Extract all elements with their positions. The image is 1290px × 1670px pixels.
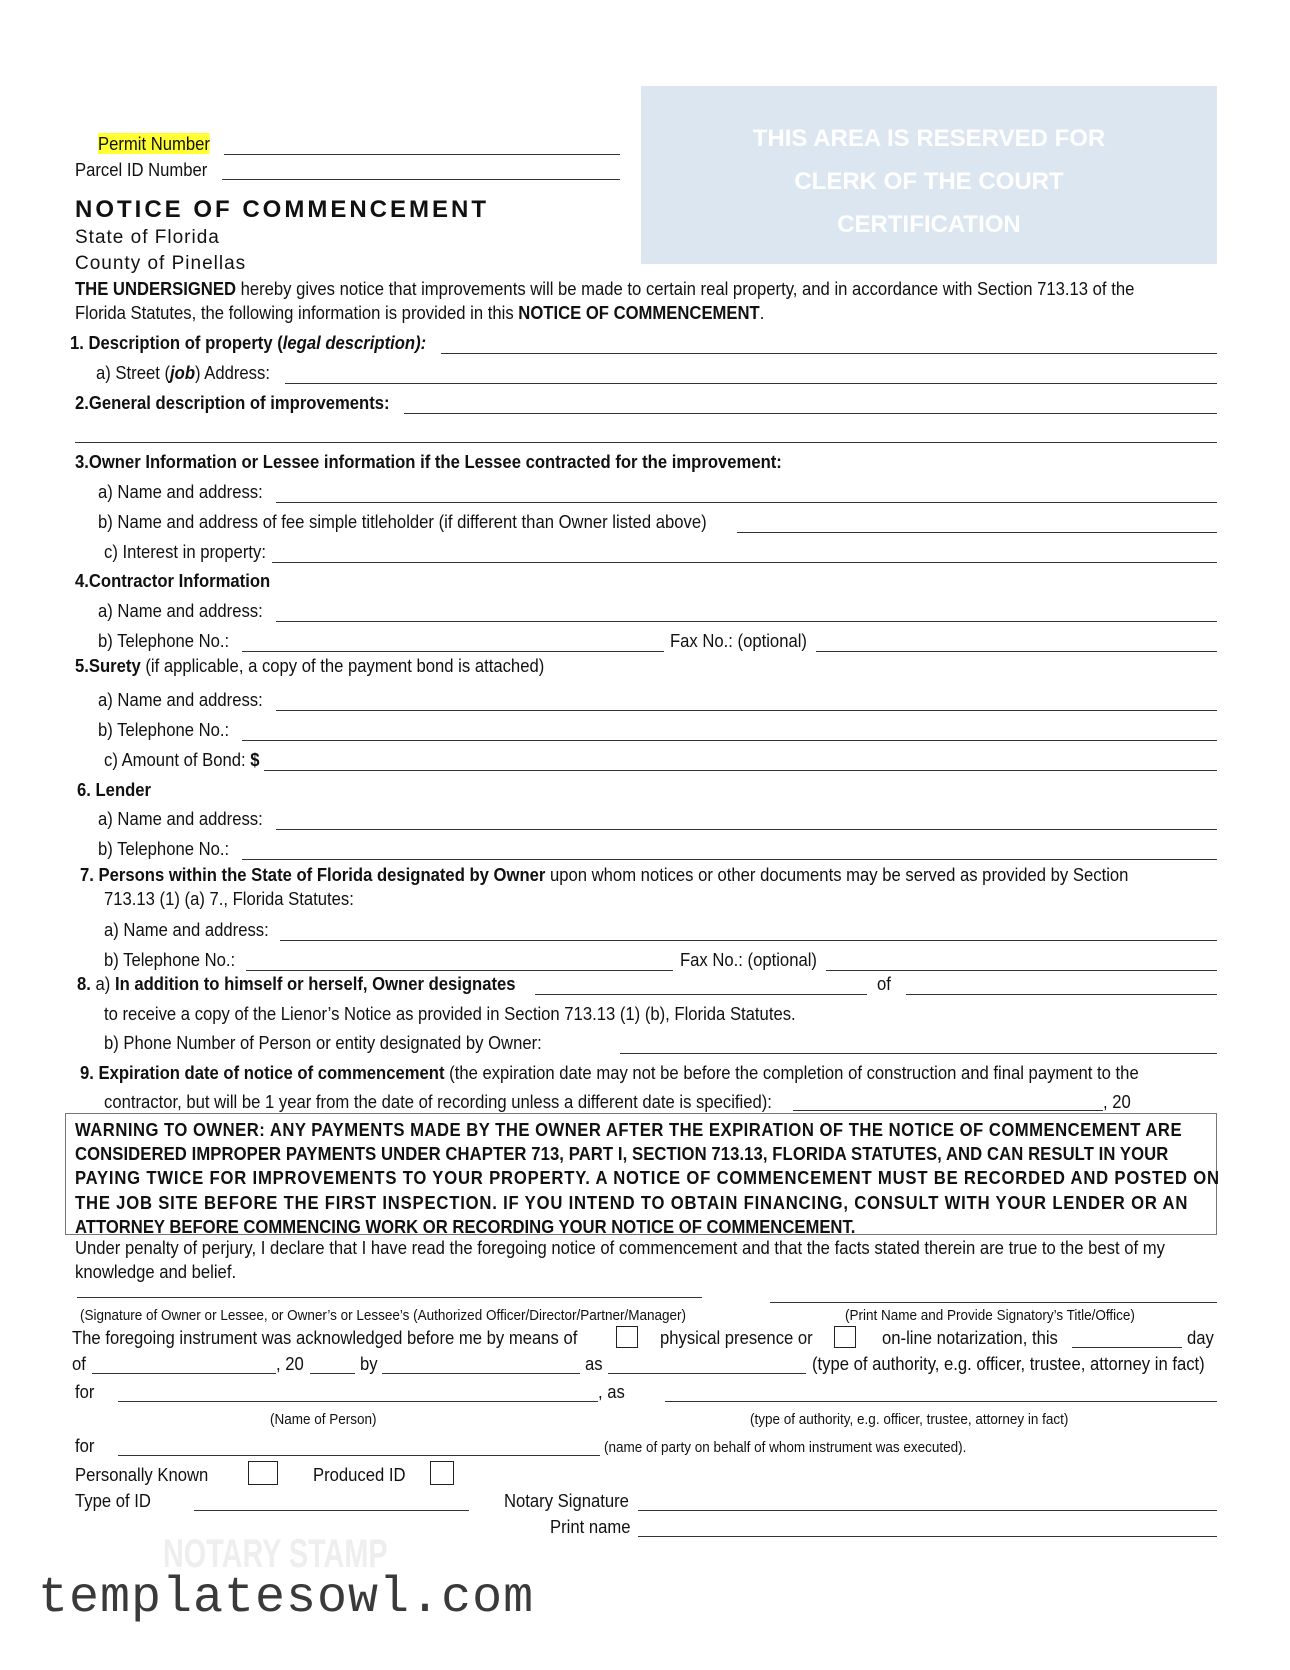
notary-signature-label: Notary Signature [504, 1490, 629, 1511]
watermark-text: templatesowl.com [38, 1570, 535, 1627]
online-notarization-label: on-line notarization, this [882, 1327, 1058, 1348]
type-of-id-label: Type of ID [75, 1490, 151, 1511]
notary-print-name-label: Print name [550, 1516, 631, 1537]
parcel-id-label: Parcel ID Number [75, 159, 208, 180]
ack-of-label: of [72, 1353, 86, 1374]
permit-number-label: Permit Number [98, 133, 210, 154]
expiration-date-field[interactable] [793, 1110, 1103, 1111]
ack-month-field[interactable] [92, 1373, 276, 1374]
lender-name-label: a) Name and address: [98, 808, 263, 829]
contractor-name-label: a) Name and address: [98, 600, 263, 621]
ack-year-prefix: , 20 [276, 1353, 304, 1374]
parcel-id-field[interactable] [222, 179, 620, 180]
produced-id-checkbox[interactable] [430, 1461, 454, 1485]
clerk-area-text-3: CERTIFICATION [837, 211, 1021, 238]
state-label: State of Florida [75, 227, 220, 248]
ack-year-field[interactable] [310, 1373, 355, 1374]
legal-description-field[interactable] [441, 353, 1217, 354]
section7-label: 7. Persons within the State of Florida designated by Owner upon whom notices or other documents may be served as provided by Section [80, 864, 1129, 885]
for-label-1: for [75, 1381, 95, 1402]
designee-fax-label: Fax No.: (optional) [680, 949, 817, 970]
warning-line-4: THE JOB SITE BEFORE THE FIRST INSPECTION. IF YOU INTEND TO OBTAIN FINANCING, CONSULT WITH YOUR LENDER OR AN [75, 1191, 1189, 1213]
county-label: County of Pinellas [75, 253, 247, 274]
warning-line-1: WARNING TO OWNER: ANY PAYMENTS MADE BY THE OWNER AFTER THE EXPIRATION OF THE NOTICE OF COMMENCEMENT ARE [75, 1119, 1183, 1140]
warning-line-3: PAYING TWICE FOR IMPROVEMENTS TO YOUR PROPERTY. A NOTICE OF COMMENCEMENT MUST BE RECORDED AND POSTED ON [75, 1167, 1220, 1189]
clerk-area-text-2: CLERK OF THE COURT [794, 168, 1064, 195]
intro-line-1: THE UNDERSIGNED hereby gives notice that improvements will be made to certain real property, and in accordance with Section 713.13 of the [75, 278, 1135, 299]
for-person-field[interactable] [118, 1401, 598, 1402]
bond-amount-field[interactable] [264, 770, 1217, 771]
page-title: NOTICE OF COMMENCEMENT [75, 196, 489, 223]
for-label-2: for [75, 1435, 95, 1456]
section9-label: 9. Expiration date of notice of commencement (the expiration date may not be before the completion of construction and final payment to the [80, 1062, 1139, 1083]
section6-label: 6. Lender [77, 779, 152, 800]
notary-signature-field[interactable] [638, 1510, 1217, 1511]
titleholder-label: b) Name and address of fee simple titleholder (if different than Owner listed above) [98, 511, 707, 532]
owner-signature-field[interactable] [77, 1297, 702, 1298]
as-label-2: , as [598, 1381, 625, 1402]
perjury-line-2: knowledge and belief. [75, 1261, 237, 1282]
notary-print-name-field[interactable] [638, 1536, 1217, 1537]
physical-presence-label: physical presence or [660, 1327, 813, 1348]
notary-stamp-area: NOTARY STAMP [163, 1532, 388, 1576]
warning-box [65, 1113, 1220, 1237]
lender-phone-label: b) Telephone No.: [98, 838, 230, 859]
street-address-label: a) Street (job) Address: [96, 362, 270, 383]
name-of-person-caption: (Name of Person) [270, 1411, 377, 1428]
lender-name-field[interactable] [276, 829, 1217, 830]
copy-designee-field[interactable] [535, 994, 867, 995]
section3-label: 3.Owner Information or Lessee information if the Lessee contracted for the improvement: [75, 451, 782, 472]
perjury-line-1: Under penalty of perjury, I declare that I have read the foregoing notice of commencement and that the facts stated therein are true to the best of my [75, 1237, 1165, 1258]
ack-day-field[interactable] [1072, 1347, 1182, 1348]
surety-name-label: a) Name and address: [98, 689, 263, 710]
print-name-field[interactable] [770, 1302, 1217, 1303]
section5-label: 5.Surety (if applicable, a copy of the payment bond is attached) [75, 655, 545, 676]
designee-phone-label: b) Telephone No.: [104, 949, 236, 970]
owner-name-field[interactable] [276, 502, 1217, 503]
physical-presence-checkbox[interactable] [616, 1326, 638, 1348]
type-of-id-field[interactable] [194, 1510, 469, 1511]
section8-of: of [877, 973, 891, 994]
section9-line-2: contractor, but will be 1 year from the date of recording unless a different date is specified): [104, 1091, 772, 1112]
personally-known-checkbox[interactable] [248, 1461, 278, 1485]
clerk-certification-area [641, 86, 1217, 264]
surety-name-field[interactable] [276, 710, 1217, 711]
personally-known-label: Personally Known [75, 1464, 209, 1485]
clerk-area-text-1: THIS AREA IS RESERVED FOR [752, 125, 1106, 152]
ack-text: The foregoing instrument was acknowledged before me by means of [72, 1327, 578, 1348]
party-caption: (name of party on behalf of whom instrument was executed). [604, 1439, 967, 1456]
contractor-phone-label: b) Telephone No.: [98, 630, 230, 651]
type-authority-caption: (type of authority, e.g. officer, trustee, attorney in fact) [812, 1353, 1205, 1374]
surety-phone-field[interactable] [242, 740, 1217, 741]
improvements-field-2[interactable] [75, 442, 1217, 443]
contractor-fax-label: Fax No.: (optional) [670, 630, 807, 651]
designee-phone-b-field[interactable] [620, 1053, 1217, 1054]
authority-type-field[interactable] [665, 1401, 1217, 1402]
online-notarization-checkbox[interactable] [834, 1326, 856, 1348]
lender-phone-field[interactable] [242, 859, 1217, 860]
produced-id-label: Produced ID [313, 1464, 406, 1485]
section8-label: 8. a) In addition to himself or herself, Owner designates [77, 973, 516, 994]
contractor-name-field[interactable] [276, 621, 1217, 622]
designee-fax-field[interactable] [826, 970, 1217, 971]
designee-phone-b-label: b) Phone Number of Person or entity designated by Owner: [104, 1032, 542, 1053]
interest-field[interactable] [272, 562, 1217, 563]
owner-name-label: a) Name and address: [98, 481, 263, 502]
section2-label: 2.General description of improvements: [75, 392, 390, 413]
copy-designee-of-field[interactable] [906, 994, 1217, 995]
permit-number-field[interactable] [224, 154, 620, 155]
bond-amount-label: c) Amount of Bond: $ [104, 749, 260, 770]
ack-as-label: as [585, 1353, 603, 1374]
section7-line-2: 713.13 (1) (a) 7., Florida Statutes: [104, 888, 354, 909]
type-authority-caption-2: (type of authority, e.g. officer, trustee, attorney in fact) [750, 1411, 1069, 1428]
print-name-caption: (Print Name and Provide Signatory’s Title/Office) [845, 1307, 1135, 1324]
surety-phone-label: b) Telephone No.: [98, 719, 230, 740]
contractor-fax-field[interactable] [816, 651, 1217, 652]
designee-phone-field[interactable] [246, 970, 673, 971]
section1-label: 1. Description of property (legal description): [70, 332, 427, 353]
section8-line-2: to receive a copy of the Lienor’s Notice as provided in Section 713.13 (1) (b), Florida Statutes. [104, 1003, 796, 1024]
improvements-field-1[interactable] [404, 413, 1217, 414]
warning-line-2: CONSIDERED IMPROPER PAYMENTS UNDER CHAPTER 713, PART I, SECTION 713.13, FLORIDA STATUTES, AND CAN RESULT IN YOUR [75, 1143, 1169, 1165]
section4-label: 4.Contractor Information [75, 570, 271, 591]
contractor-phone-field[interactable] [242, 651, 664, 652]
ack-by-field[interactable] [382, 1373, 580, 1374]
owner-signature-caption: (Signature of Owner or Lessee, or Owner’s or Lessee’s (Authorized Officer/Director/Partner/Manager) [80, 1307, 687, 1324]
designee-name-label: a) Name and address: [104, 919, 269, 940]
ack-as-field[interactable] [608, 1373, 806, 1374]
party-field[interactable] [118, 1455, 600, 1456]
intro-line-2: Florida Statutes, the following information is provided in this NOTICE OF COMMENCEMENT. [75, 302, 765, 323]
expiration-year: , 20 [1103, 1091, 1131, 1112]
ack-by-label: by [360, 1353, 378, 1374]
interest-label: c) Interest in property: [104, 541, 266, 562]
ack-day-label: day [1187, 1327, 1214, 1348]
titleholder-field[interactable] [737, 532, 1217, 533]
designee-name-field[interactable] [280, 940, 1217, 941]
warning-line-5: ATTORNEY BEFORE COMMENCING WORK OR RECORDING YOUR NOTICE OF COMMENCEMENT. [75, 1215, 856, 1237]
street-address-field[interactable] [285, 383, 1217, 384]
